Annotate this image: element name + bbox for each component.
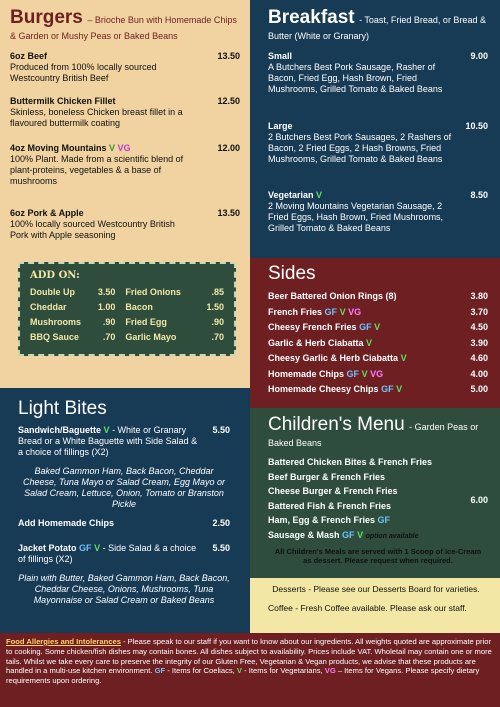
v-tag: V: [374, 322, 381, 332]
addon-price: 1.50: [206, 302, 224, 312]
addon-price: .85: [211, 287, 224, 297]
breakfast-name: Vegetarian: [268, 190, 314, 200]
burgers-subtitle: – Brioche Bun with Homemade Chips & Garden or Mushy Peas or Baked Beans: [10, 15, 237, 41]
allergy-gf-text: - Items for Coeliacs,: [165, 666, 235, 676]
addon-price: .70: [102, 332, 116, 342]
childrens-item-name: Beef Burger & French Fries: [268, 471, 386, 482]
sandwich-fillings: Baked Gammon Ham, Back Bacon, Cheddar Cheese, Tuna Mayo or Salad Cream, Egg Mayo or Salad Cream, Lettuce, Onion, Tomato or Branston Pickle: [23, 466, 225, 509]
childrens-section: [250, 408, 500, 578]
side-item: [268, 305, 488, 321]
vg-tag: VG: [117, 143, 131, 153]
side-price: 3.80: [470, 291, 488, 301]
childrens-item: [268, 455, 488, 470]
breakfast-item: [268, 51, 488, 95]
addon-name: Mushrooms: [30, 317, 82, 327]
addon-name: Double Up: [30, 287, 75, 297]
side-price: 4.00: [470, 368, 488, 379]
addon-price: .90: [211, 317, 224, 327]
desserts-text: Desserts - Please see our Desserts Board for varieties.: [272, 584, 480, 594]
addon-price: 3.50: [97, 287, 116, 297]
burger-name: 6oz Pork & Apple: [10, 208, 84, 218]
burger-name: 6oz Beef: [10, 51, 48, 61]
childrens-item: [268, 528, 488, 545]
side-name: French Fries: [268, 306, 323, 317]
burger-price: 12.50: [217, 96, 240, 106]
potato-name: Jacket Potato: [18, 543, 77, 553]
side-price: 3.90: [470, 337, 488, 348]
sandwich-item: [18, 425, 203, 458]
burger-desc: Skinless, boneless Chicken breast fillet in a flavoured buttermilk coating: [10, 107, 183, 128]
addon-name: Fried Onions: [125, 287, 181, 297]
potato-desc: - Side Salad & a choice of fillings (X2): [18, 543, 197, 564]
addon-price: .90: [102, 317, 116, 327]
burger-item: [10, 143, 240, 187]
side-item: [268, 367, 488, 383]
breakfast-price: 8.50: [470, 190, 488, 200]
breakfast-item: [268, 190, 488, 234]
gf-tag: GF: [79, 543, 92, 553]
allergy-v-text: - Items for Vegetarians,: [242, 666, 323, 676]
childrens-title: Children's Menu: [268, 414, 405, 435]
side-price: 4.60: [470, 353, 488, 363]
light-bites-section: [0, 388, 250, 633]
allergy-vg-text: – Items for Vegans. Please specify dietary requirements upon ordering.: [6, 666, 480, 686]
addon-box: [18, 262, 236, 356]
sides-title: Sides: [268, 263, 316, 284]
desserts-coffee-section: [250, 578, 500, 633]
addon-list: [30, 285, 224, 345]
vg-tag: VG: [348, 306, 362, 317]
vg-tag: VG: [370, 368, 384, 379]
breakfast-name: Large: [268, 121, 293, 131]
v-tag: V: [236, 666, 242, 676]
addon-name: Bacon: [125, 302, 153, 312]
childrens-item-name: Sausage & Mash: [268, 529, 340, 540]
gf-tag: GF: [359, 322, 372, 332]
burger-price: 13.50: [217, 51, 240, 61]
chips-name: Add Homemade Chips: [18, 518, 115, 528]
side-item: [268, 351, 488, 367]
burger-price: 12.00: [217, 143, 240, 153]
allergy-heading: Food Allergies and Intolerances: [6, 637, 121, 646]
potato-fillings: Plain with Butter, Baked Gammon Ham, Back Bacon, Cheddar Cheese, Onions, Mushrooms, Tuna Mayonnaise or Salad Cream or Baked Beans: [18, 573, 230, 605]
addon-title: ADD ON:: [30, 270, 80, 281]
vg-tag: VG: [324, 666, 336, 676]
v-tag: V: [103, 425, 110, 435]
gf-tag: GF: [377, 515, 391, 525]
breakfast-subtitle: - Toast, Fried Bread, or Bread & Butter (White or Granary): [268, 15, 486, 41]
burger-name: Buttermilk Chicken Fillet: [10, 96, 116, 106]
side-name: Beer Battered Onion Rings (8): [268, 291, 397, 301]
v-tag: V: [339, 306, 346, 317]
breakfast-price: 9.00: [470, 51, 488, 61]
childrens-item-name: Cheese Burger & French Fries: [268, 486, 398, 496]
gf-tag: GF: [324, 306, 338, 317]
childrens-item: [268, 484, 488, 499]
addon-name: Fried Egg: [125, 317, 167, 327]
potato-item: [18, 543, 203, 565]
addon-price: 1.00: [97, 302, 116, 312]
breakfast-desc: A Butchers Best Pork Sausage, Rasher of Bacon, Fried Egg, Hash Brown, Fried Mushrooms, Grilled Tomato & Baked Beans: [268, 62, 443, 94]
addon-row: [30, 330, 224, 345]
side-item: [268, 382, 488, 398]
childrens-item-name: Ham, Egg & French Fries: [268, 515, 376, 525]
side-item: [268, 289, 488, 305]
addon-price: .70: [211, 332, 224, 342]
sandwich-name: Sandwich/Baguette: [18, 425, 102, 435]
childrens-item: [268, 470, 488, 485]
v-tag: V: [109, 143, 116, 153]
breakfast-title: Breakfast: [268, 7, 355, 28]
childrens-item-note: option available: [365, 532, 419, 540]
childrens-subtitle: - Garden Peas or Baked Beans: [268, 422, 479, 448]
sides-section: [250, 258, 500, 408]
side-item: [268, 320, 488, 336]
side-item: [268, 336, 488, 352]
v-tag: V: [400, 353, 407, 363]
breakfast-desc: 2 Butchers Best Pork Sausages, 2 Rashers of Bacon, 2 Fried Eggs, 2 Hash Browns, Fried Mushrooms, Grilled Tomato & Baked Beans: [268, 132, 452, 164]
breakfast-price: 10.50: [465, 121, 488, 131]
burger-desc: 100% locally sourced Westcountry British Pork with Apple seasoning: [10, 219, 175, 240]
breakfast-name: Small: [268, 51, 293, 61]
side-name: Homemade Chips: [268, 368, 345, 379]
breakfast-section: [250, 0, 500, 258]
childrens-item-name: Battered Fish & French Fries: [268, 500, 392, 511]
childrens-list: [268, 455, 488, 544]
addon-name: Cheddar: [30, 302, 67, 312]
gf-tag: GF: [154, 666, 166, 676]
breakfast-item: [268, 121, 488, 165]
side-price: 5.00: [470, 384, 488, 394]
allergy-section: [0, 633, 500, 707]
burger-item: [10, 208, 240, 241]
v-tag: V: [396, 384, 403, 394]
burger-desc: 100% Plant. Made from a scientific blend of plant-proteins, vegetables & a base of mushrooms: [10, 154, 184, 186]
burger-price: 13.50: [217, 208, 240, 218]
addon-name: BBQ Sauce: [30, 332, 80, 342]
childrens-price: 6.00: [470, 495, 488, 505]
allergy-text: - Please speak to our staff if you want to know about our ingredients. All weights quoted are approximate prior to cooking. Some chicken/fish dishes may contain bones. All dishes subject to availability. Prices include VAT. Wholetail may contain one or more tails. Whilst we take every care to preserve the integrity of our Gluten Free, Vegetarian & Vegan products, we advise that these products are handled in a multi-use kitchen environment.: [6, 637, 492, 676]
sandwich-desc: - White or Granary Bread or a White Baguette with Side Salad & a choice of fillings (X2): [18, 425, 198, 457]
v-tag: V: [94, 543, 101, 553]
childrens-footnote: All Children's Meals are served with 1 Scoop of Ice-Cream as dessert. Please request when required.: [274, 547, 482, 565]
burger-item: [10, 51, 240, 84]
side-price: 3.70: [470, 306, 488, 317]
burger-desc: Produced from 100% locally sourced Westcountry British Beef: [10, 62, 157, 83]
addon-row: [30, 300, 224, 315]
addon-row: [30, 285, 224, 300]
burger-name: 4oz Moving Mountains: [10, 143, 107, 153]
burger-item: [10, 96, 240, 129]
burgers-title: Burgers: [10, 7, 83, 28]
v-tag: V: [357, 529, 364, 540]
childrens-item: [268, 513, 488, 528]
side-price: 4.50: [470, 322, 488, 332]
childrens-item-name: Battered Chicken Bites & French Fries: [268, 457, 433, 467]
sandwich-price: 5.50: [212, 425, 230, 435]
coffee-text: Coffee - Fresh Coffee available. Please ask our staff.: [268, 602, 467, 613]
light-bites-title: Light Bites: [18, 398, 107, 419]
childrens-item: [268, 499, 488, 514]
side-name: Garlic & Herb Ciabatta: [268, 337, 364, 348]
gf-tag: GF: [381, 384, 394, 394]
v-tag: V: [361, 368, 368, 379]
gf-tag: GF: [342, 529, 355, 540]
side-name: Cheesy French Fries: [268, 322, 357, 332]
chips-price: 2.50: [212, 518, 230, 528]
side-name: Homemade Cheesy Chips: [268, 384, 379, 394]
sides-list: [268, 289, 488, 398]
side-name: Cheesy Garlic & Herb Ciabatta: [268, 353, 399, 363]
addon-name: Garlic Mayo: [125, 332, 177, 342]
v-tag: V: [316, 190, 323, 200]
gf-tag: GF: [346, 368, 360, 379]
burgers-section: [0, 0, 250, 388]
v-tag: V: [366, 337, 373, 348]
potato-price: 5.50: [212, 543, 230, 553]
breakfast-desc: 2 Moving Mountains Vegetarian Sausage, 2 Fried Eggs, Hash Brown, Fried Mushrooms, Grilled Tomato & Baked Beans: [268, 201, 444, 233]
addon-row: [30, 315, 224, 330]
